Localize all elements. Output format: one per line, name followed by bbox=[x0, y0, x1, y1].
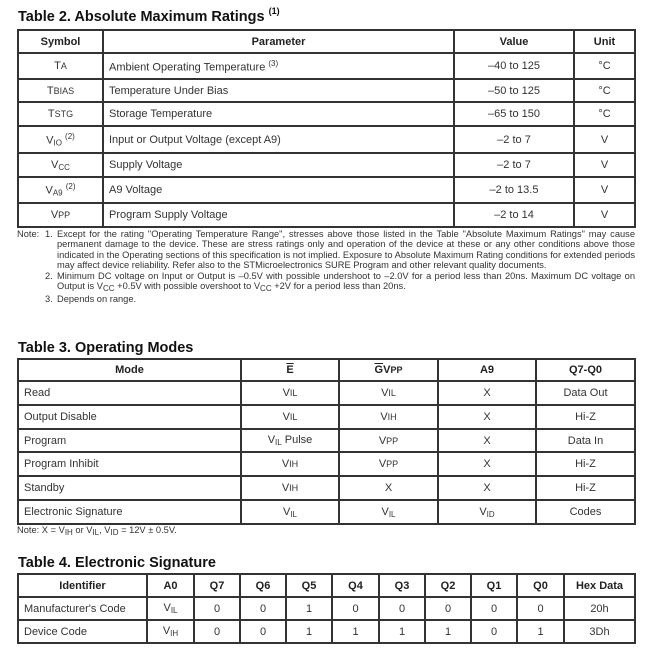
note-number: 2. bbox=[45, 270, 53, 281]
header-a0: A0 bbox=[147, 574, 194, 597]
parameter-cell: Supply Voltage bbox=[103, 153, 454, 177]
symbol-subscript: A9 bbox=[52, 188, 63, 198]
header-q1: Q1 bbox=[471, 574, 517, 597]
vpp-subscript: PP bbox=[390, 365, 403, 375]
unit-cell: V bbox=[574, 177, 635, 203]
e-subscript: IH bbox=[289, 459, 299, 469]
header-q6: Q6 bbox=[240, 574, 286, 597]
g-value: V bbox=[378, 434, 387, 447]
symbol: T bbox=[54, 60, 61, 72]
a9-cell: X bbox=[438, 405, 536, 429]
header-q4: Q4 bbox=[332, 574, 379, 597]
q0-cell: 1 bbox=[517, 620, 564, 643]
q6-cell: 0 bbox=[240, 597, 286, 620]
q4-cell: 1 bbox=[332, 620, 379, 643]
g-cell: X bbox=[339, 476, 438, 500]
mode-cell: Output Disable bbox=[18, 405, 241, 429]
g-subscript: IL bbox=[388, 509, 396, 519]
symbol-subscript: A bbox=[60, 61, 67, 71]
value-cell: –2 to 13.5 bbox=[454, 177, 574, 203]
parameter-cell: Storage Temperature bbox=[103, 102, 454, 126]
value-cell: –2 to 7 bbox=[454, 126, 574, 153]
unit-cell: V bbox=[574, 153, 635, 177]
parameter-cell: Temperature Under Bias bbox=[103, 79, 454, 102]
e-value: V bbox=[282, 411, 290, 423]
header-q7-q0: Q7-Q0 bbox=[536, 359, 635, 381]
header-q3: Q3 bbox=[379, 574, 425, 597]
note-number: 1. bbox=[45, 229, 53, 239]
symbol-cell bbox=[18, 79, 103, 102]
symbol-cell bbox=[18, 126, 103, 153]
symbol: V bbox=[51, 158, 59, 171]
note-text-part: = 12V ± 0.5V. bbox=[118, 525, 177, 535]
a0-subscript: IL bbox=[170, 606, 178, 615]
note-text-part: , V bbox=[99, 525, 111, 535]
value-cell: –2 to 14 bbox=[454, 203, 574, 227]
note-item-2 bbox=[17, 271, 635, 295]
a0-value: V bbox=[162, 625, 171, 637]
table2-title-footnote: (1) bbox=[268, 6, 280, 16]
parameter-cell: Input or Output Voltage (except A9) bbox=[103, 126, 454, 153]
g-subscript: PP bbox=[386, 459, 399, 469]
note-subscript: IH bbox=[64, 528, 73, 537]
e-cell bbox=[241, 500, 339, 524]
q-cell: Data Out bbox=[536, 381, 635, 405]
header-q2: Q2 bbox=[425, 574, 471, 597]
table2-title bbox=[18, 6, 280, 25]
parameter-cell: A9 Voltage bbox=[103, 177, 454, 203]
mode-cell: Read bbox=[18, 381, 241, 405]
value-cell: –40 to 125 bbox=[454, 53, 574, 79]
g-subscript: IL bbox=[388, 388, 396, 398]
e-value: V bbox=[281, 458, 290, 470]
q1-cell: 0 bbox=[471, 620, 517, 643]
table2-title-text: Table 2. Absolute Maximum Ratings bbox=[18, 9, 265, 25]
q3-cell: 0 bbox=[379, 597, 425, 620]
parameter-cell: Program Supply Voltage bbox=[103, 203, 454, 227]
q1-cell: 0 bbox=[471, 597, 517, 620]
note-text: Depends on range. bbox=[57, 294, 137, 305]
header-e bbox=[241, 359, 339, 381]
table4-title: Table 4. Electronic Signature bbox=[18, 555, 216, 571]
g-subscript: IH bbox=[387, 412, 397, 422]
identifier-cell: Device Code bbox=[18, 620, 147, 643]
q0-cell: 0 bbox=[517, 597, 564, 620]
e-value: V bbox=[267, 434, 276, 446]
header-identifier: Identifier bbox=[18, 574, 147, 597]
g-cell bbox=[339, 429, 438, 452]
q7-cell: 0 bbox=[194, 620, 240, 643]
e-subscript: IL bbox=[289, 388, 298, 398]
e-cell bbox=[241, 452, 339, 476]
q2-cell: 0 bbox=[425, 597, 471, 620]
symbol-cell bbox=[18, 153, 103, 177]
unit-cell: °C bbox=[574, 102, 635, 126]
g-cell bbox=[339, 405, 438, 429]
note-text-part: +0.5V with possible overshoot to V bbox=[114, 281, 261, 292]
g-cell bbox=[339, 500, 438, 524]
table-row bbox=[18, 102, 635, 126]
symbol: V bbox=[45, 184, 53, 197]
g-cell bbox=[339, 381, 438, 405]
header-g-vpp bbox=[339, 359, 438, 381]
unit-cell: °C bbox=[574, 79, 635, 102]
a0-cell bbox=[147, 597, 194, 620]
q2-cell: 1 bbox=[425, 620, 471, 643]
table-row bbox=[18, 429, 635, 452]
q-cell: Data In bbox=[536, 429, 635, 452]
e-extra: Pulse bbox=[281, 434, 313, 446]
note-label: Note: bbox=[17, 229, 40, 239]
note-text-part: Minimum DC voltage on Input or Output is –0.5V with possible undershoot to –2.0V for a period less than 20ns. Maximum DC voltage on Output is V bbox=[57, 270, 635, 292]
symbol-footnote: (2) bbox=[65, 131, 75, 141]
note-text-part: +2V for a period less than 20ns. bbox=[271, 281, 406, 292]
a0-value: V bbox=[163, 602, 171, 614]
a9-cell bbox=[438, 500, 536, 524]
table-row bbox=[18, 177, 635, 203]
e-cell bbox=[241, 405, 339, 429]
symbol: T bbox=[47, 108, 55, 120]
table-row bbox=[18, 452, 635, 476]
e-value: V bbox=[281, 482, 290, 494]
hex-cell: 3Dh bbox=[564, 620, 635, 643]
absolute-maximum-ratings-table bbox=[17, 29, 636, 228]
g-value: V bbox=[380, 411, 388, 423]
symbol-cell bbox=[18, 102, 103, 126]
q-cell: Hi-Z bbox=[536, 405, 635, 429]
e-subscript: IL bbox=[275, 438, 282, 447]
g-value: V bbox=[378, 458, 387, 470]
g-value: V bbox=[381, 505, 389, 518]
q-cell: Hi-Z bbox=[536, 476, 635, 500]
note-number: 3. bbox=[45, 294, 53, 305]
q6-cell: 0 bbox=[240, 620, 286, 643]
hex-cell: 20h bbox=[564, 597, 635, 620]
q7-cell: 0 bbox=[194, 597, 240, 620]
e-subscript: IL bbox=[290, 509, 297, 519]
unit-cell: V bbox=[574, 203, 635, 227]
parameter-footnote: (3) bbox=[268, 58, 279, 68]
q3-cell: 1 bbox=[379, 620, 425, 643]
header-symbol: Symbol bbox=[18, 30, 103, 53]
header-hex-data: Hex Data bbox=[564, 574, 635, 597]
header-q0: Q0 bbox=[517, 574, 564, 597]
g-cell bbox=[339, 452, 438, 476]
header-mode: Mode bbox=[18, 359, 241, 381]
a9-cell: X bbox=[438, 381, 536, 405]
symbol-subscript: CC bbox=[58, 162, 70, 172]
mode-cell: Electronic Signature bbox=[18, 500, 241, 524]
symbol-subscript: IO bbox=[53, 138, 62, 148]
table-row bbox=[18, 476, 635, 500]
identifier-cell: Manufacturer's Code bbox=[18, 597, 147, 620]
note-item-1 bbox=[17, 229, 635, 271]
symbol-cell bbox=[18, 203, 103, 227]
q4-cell: 0 bbox=[332, 597, 379, 620]
q-cell: Hi-Z bbox=[536, 452, 635, 476]
operating-modes-table bbox=[17, 358, 636, 525]
table-header-row bbox=[18, 574, 635, 597]
mode-cell: Program bbox=[18, 429, 241, 452]
table-header-row bbox=[18, 30, 635, 53]
a9-cell: X bbox=[438, 476, 536, 500]
table-row bbox=[18, 620, 635, 643]
note-text bbox=[57, 271, 635, 295]
note-spacer bbox=[17, 271, 45, 295]
note-subscript: ID bbox=[110, 528, 119, 537]
symbol-subscript: STG bbox=[54, 109, 74, 119]
mode-cell: Standby bbox=[18, 476, 241, 500]
g-subscript: PP bbox=[386, 435, 399, 446]
note-text-part: or V bbox=[72, 525, 93, 535]
a0-cell bbox=[147, 620, 194, 643]
value-cell: –65 to 150 bbox=[454, 102, 574, 126]
q5-cell: 1 bbox=[286, 597, 332, 620]
value-cell: –50 to 125 bbox=[454, 79, 574, 102]
table-row bbox=[18, 500, 635, 524]
symbol-cell bbox=[18, 53, 103, 79]
note-subscript: IL bbox=[92, 528, 100, 537]
table-row bbox=[18, 597, 635, 620]
symbol: V bbox=[46, 134, 54, 147]
mode-cell: Program Inhibit bbox=[18, 452, 241, 476]
g-value: V bbox=[381, 387, 389, 399]
parameter: Ambient Operating Temperature bbox=[109, 61, 266, 74]
note-text-part: Note: X = V bbox=[17, 525, 65, 535]
e-cell bbox=[241, 429, 339, 452]
q5-cell: 1 bbox=[286, 620, 332, 643]
note-text: Except for the rating "Operating Temperature Range", stresses above those listed in the Table "Absolute Maximum Ratings" may cause permanent damage to the device. These are stress ratings only and operation of the device at these or any other conditions above those indicated in the Operating sections of this specification is not implied. Exposure to Absolute Maximum Rating conditions for extended periods may affect device reliability. Refer also to the STMicroelectronics SURE Program and other relevant quality documents. bbox=[57, 229, 635, 271]
header-value: Value bbox=[454, 30, 574, 53]
table-row bbox=[18, 53, 635, 79]
unit-cell: °C bbox=[574, 53, 635, 79]
table-header-row bbox=[18, 359, 635, 381]
a0-subscript: IH bbox=[170, 629, 179, 638]
table-row bbox=[18, 203, 635, 227]
table2-notes bbox=[17, 229, 635, 305]
unit-cell: V bbox=[574, 126, 635, 153]
electronic-signature-table bbox=[17, 573, 636, 644]
table-row bbox=[18, 405, 635, 429]
vpp-label: V bbox=[383, 364, 391, 376]
e-value: V bbox=[282, 505, 291, 518]
e-subscript: IL bbox=[289, 412, 298, 422]
header-parameter: Parameter bbox=[103, 30, 454, 53]
parameter-cell bbox=[103, 53, 454, 79]
note-subscript: CC bbox=[103, 284, 115, 294]
header-unit: Unit bbox=[574, 30, 635, 53]
table3-note bbox=[17, 525, 177, 537]
a9-cell: X bbox=[438, 452, 536, 476]
table3-title: Table 3. Operating Modes bbox=[18, 340, 194, 356]
q-cell: Codes bbox=[536, 500, 635, 524]
a9-cell: X bbox=[438, 429, 536, 452]
symbol-subscript: BIAS bbox=[53, 85, 75, 96]
e-cell bbox=[241, 476, 339, 500]
a9-value: V bbox=[479, 505, 487, 518]
table-row bbox=[18, 126, 635, 153]
a9-subscript: ID bbox=[486, 509, 495, 519]
symbol-subscript: PP bbox=[58, 210, 71, 220]
note-subscript: CC bbox=[260, 284, 272, 294]
e-value: V bbox=[282, 387, 290, 399]
e-cell bbox=[241, 381, 339, 405]
symbol-footnote: (2) bbox=[65, 182, 76, 192]
table-row bbox=[18, 381, 635, 405]
symbol: T bbox=[46, 84, 54, 97]
header-a9: A9 bbox=[438, 359, 536, 381]
note-spacer bbox=[17, 294, 45, 304]
value-cell: –2 to 7 bbox=[454, 153, 574, 177]
table-row bbox=[18, 79, 635, 102]
symbol: V bbox=[50, 209, 59, 221]
e-subscript: IH bbox=[289, 483, 299, 493]
g-bar-label: $\overline{G}$ bbox=[374, 364, 384, 376]
e-bar-label: $\overline{E}$ bbox=[286, 364, 294, 376]
header-q7: Q7 bbox=[194, 574, 240, 597]
table-row bbox=[18, 153, 635, 177]
header-q5: Q5 bbox=[286, 574, 332, 597]
note-item-3 bbox=[17, 294, 635, 304]
symbol-cell bbox=[18, 177, 103, 203]
